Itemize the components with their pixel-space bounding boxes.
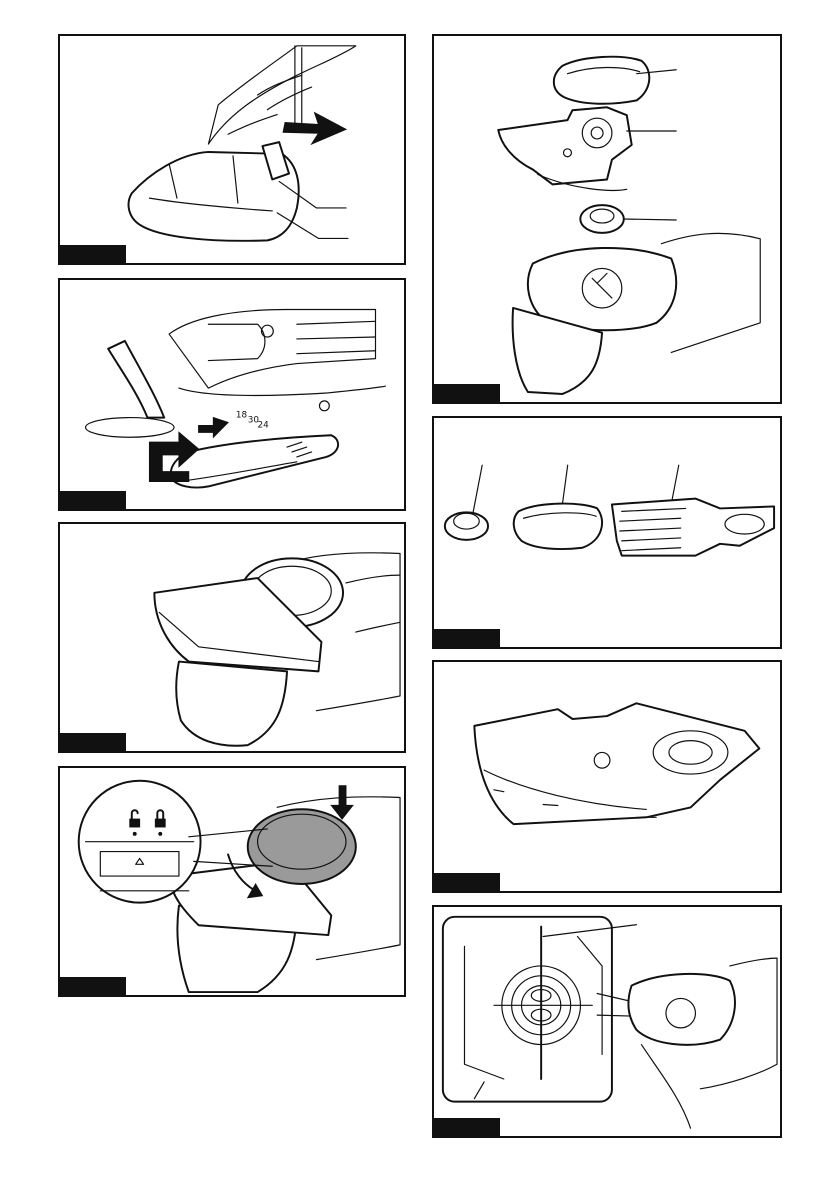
figure-panel-3 <box>58 522 406 753</box>
figure-number-tab <box>432 384 500 404</box>
scale-mark-18: 18 <box>235 410 248 421</box>
figure-panel-5 <box>432 34 782 404</box>
figure-number-tab <box>58 491 126 511</box>
figure-panel-6 <box>432 416 782 649</box>
figure-number-tab <box>432 873 500 893</box>
scale-mark-24: 24 <box>257 420 269 431</box>
figure-panel-4 <box>58 766 406 997</box>
figure-panel-8 <box>432 905 782 1138</box>
figure-number-tab <box>432 1118 500 1138</box>
cap <box>248 809 356 884</box>
figure-8-illustration <box>434 907 780 1136</box>
figure-panel-7 <box>432 660 782 893</box>
figure-number-tab <box>432 629 500 649</box>
figure-1-illustration <box>60 36 404 263</box>
figure-6-illustration <box>434 418 780 647</box>
figure-7-illustration <box>434 662 780 891</box>
figure-panel-1 <box>58 34 406 265</box>
figure-2-illustration <box>60 280 404 509</box>
scale-mark-30: 30 <box>247 415 259 426</box>
figure-3-illustration <box>60 524 404 751</box>
figure-5-illustration <box>434 36 780 402</box>
figure-panel-2 <box>58 278 406 511</box>
figure-number-tab <box>58 733 126 753</box>
figure-number-tab <box>58 245 126 265</box>
arrow-icon <box>331 786 353 819</box>
figure-4-illustration <box>60 768 404 995</box>
figure-number-tab <box>58 977 126 997</box>
